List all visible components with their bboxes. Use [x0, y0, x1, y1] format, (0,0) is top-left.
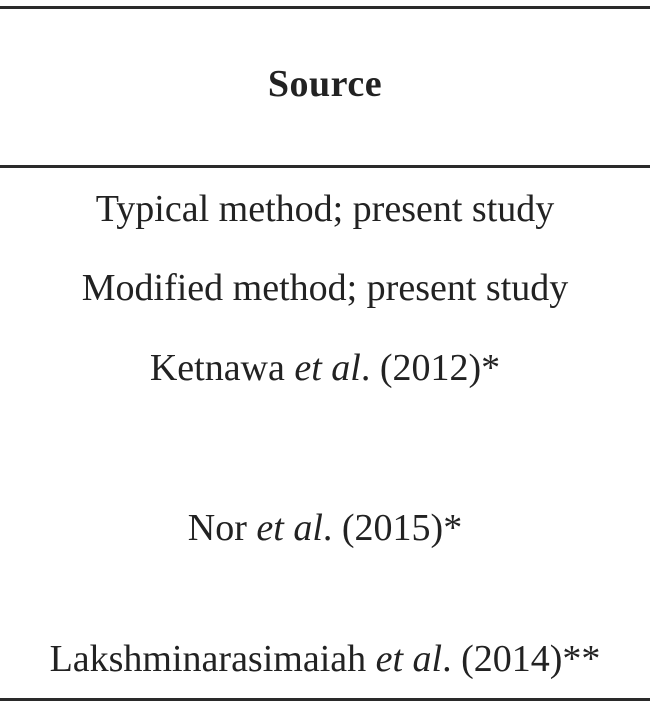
source-text: Modified method; present study [81, 267, 569, 309]
source-year: . (2012)* [360, 347, 501, 389]
table-row [0, 187, 650, 231]
source-text: Typical method; present study [95, 188, 555, 230]
table-row [0, 266, 650, 310]
source-etal: et al [256, 507, 323, 549]
source-etal: et al [294, 347, 361, 389]
table-bottom-rule [0, 698, 650, 701]
source-etal: et al [375, 638, 443, 680]
source-year: . (2014)** [442, 638, 601, 680]
table-row [0, 506, 650, 550]
table-row [0, 346, 650, 390]
table-row [0, 637, 650, 681]
source-author: Ketnawa [149, 347, 285, 389]
header-separator-rule [0, 165, 650, 168]
source-author: Nor [187, 507, 247, 549]
source-author: Lakshminarasimaiah [49, 638, 367, 680]
column-header-source: Source [267, 63, 383, 105]
source-year: . (2015)* [322, 507, 463, 549]
table-top-rule [0, 6, 650, 9]
